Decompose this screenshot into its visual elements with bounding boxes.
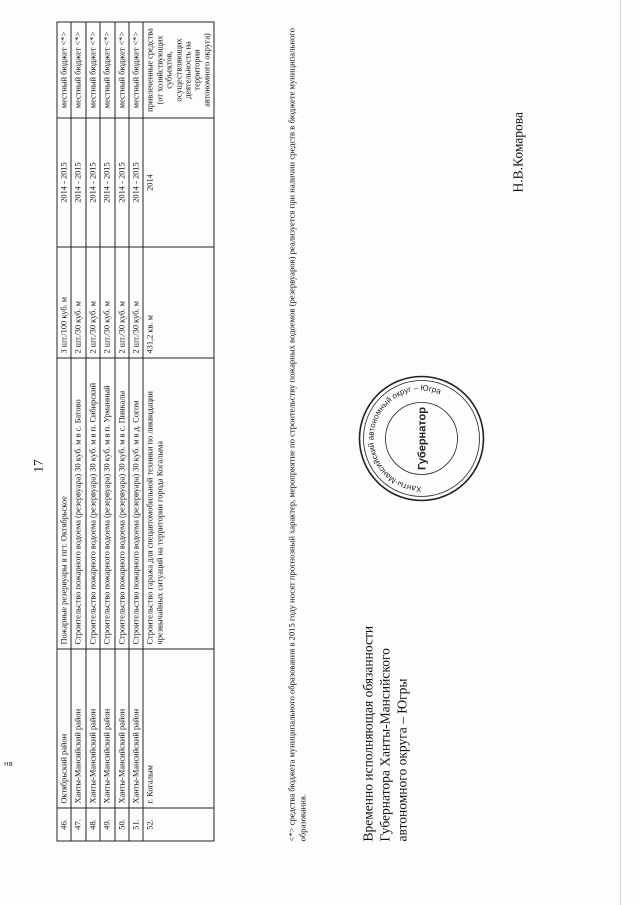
- row-source: местный бюджет <*>: [71, 22, 85, 118]
- row-district: Ханты-Мансийский район: [71, 649, 85, 808]
- row-source: привлеченные средства (от хозяйствующих субъектов, осуществляющих деятельность на территории автономного округа): [143, 22, 214, 118]
- row-capacity: 2 шт./30 куб. м: [71, 247, 85, 358]
- row-work: Строительство гаража для спецавтомобильной техники по ликвидации чрезвычайных ситуаций на территории города Когалыма: [143, 358, 214, 649]
- table-row: [115, 22, 129, 841]
- table-row: [100, 22, 114, 841]
- row-period: 2014 - 2015: [129, 118, 143, 247]
- row-work: Строительство пожарного водоема (резервуара) 30 куб. м в п. Урманный: [100, 358, 114, 649]
- page-number: 17: [30, 459, 46, 473]
- row-number: 46.: [57, 808, 71, 841]
- row-work: Строительство пожарного водоема (резервуара) 30 куб. м в п. Сибирский: [86, 358, 100, 649]
- row-number: 47.: [71, 808, 85, 841]
- row-capacity: 2 шт./30 куб. м: [86, 247, 100, 358]
- row-district: г. Когалым: [143, 649, 214, 808]
- signature-block: [361, 626, 412, 842]
- footnote: <*> средства бюджета муниципального образования в 2015 году носят прогнозный характер, мероприятие по строительству пожарных водоемов (резервуаров) реализуется при наличии средств в бюджете муниципального образования.: [286, 28, 308, 842]
- row-work: Строительство пожарного водоема (резервуара) 30 куб. м в д. Согом: [129, 358, 143, 649]
- row-work: Строительство пожарного водоема (резервуара) 30 куб. м в с. Пинкалы: [115, 358, 129, 649]
- row-district: Ханты-Мансийский район: [86, 649, 100, 808]
- row-period: 2014 - 2015: [100, 118, 114, 247]
- official-seal: [356, 373, 488, 505]
- row-capacity: 431,2 кв. м: [143, 247, 214, 358]
- row-district: Ханты-Мансийский район: [115, 649, 129, 808]
- corner-mark: нв: [4, 760, 13, 768]
- row-number: 52.: [143, 808, 214, 841]
- row-source: местный бюджет <*>: [129, 22, 143, 118]
- row-period: 2014 - 2015: [115, 118, 129, 247]
- row-source: местный бюджет <*>: [57, 22, 71, 118]
- row-district: Ханты-Мансийский район: [100, 649, 114, 808]
- signature-line-2: Губернатора Ханты-Мансийского: [377, 648, 393, 842]
- row-source: местный бюджет <*>: [86, 22, 100, 118]
- row-period: 2014 - 2015: [71, 118, 85, 247]
- row-work: Строительство пожарного водоема (резервуара) 30 куб. м в с. Батово: [71, 358, 85, 649]
- row-capacity: 2 шт./30 куб. м: [100, 247, 114, 358]
- table-row: [57, 22, 71, 841]
- row-source: местный бюджет <*>: [115, 22, 129, 118]
- signatory-name: Н.В.Комарова: [510, 112, 526, 193]
- seal-ring-text: Ханты-Мансийский автономный округ – Югра: [366, 383, 443, 494]
- row-period: 2014 - 2015: [57, 118, 71, 247]
- row-capacity: 2 шт./30 куб. м: [129, 247, 143, 358]
- row-number: 49.: [100, 808, 114, 841]
- row-capacity: 2 шт./30 куб. м: [115, 247, 129, 358]
- signature-line-3: автономного округа – Югры: [394, 678, 410, 842]
- table-row: [129, 22, 143, 841]
- table-row: [143, 22, 214, 841]
- rotated-document-page: [1, 0, 640, 905]
- row-period: 2014: [143, 118, 214, 247]
- row-number: 50.: [115, 808, 129, 841]
- table-row: [71, 22, 85, 841]
- row-work: Пожарные резервуары в пгт. Октябрьское: [57, 358, 71, 649]
- measures-table: [57, 22, 215, 842]
- row-source: местный бюджет <*>: [100, 22, 114, 118]
- row-district: Ханты-Мансийский район: [129, 649, 143, 808]
- row-capacity: 3 шт./100 куб. м: [57, 247, 71, 358]
- row-number: 48.: [86, 808, 100, 841]
- table-row: [86, 22, 100, 841]
- table-body: [57, 22, 214, 841]
- row-period: 2014 - 2015: [86, 118, 100, 247]
- row-district: Октябрьский район: [57, 649, 71, 808]
- row-number: 51.: [129, 808, 143, 841]
- seal-center-text: Губернатор: [416, 406, 429, 471]
- signature-line-1: Временно исполняющая обязанности: [360, 625, 376, 842]
